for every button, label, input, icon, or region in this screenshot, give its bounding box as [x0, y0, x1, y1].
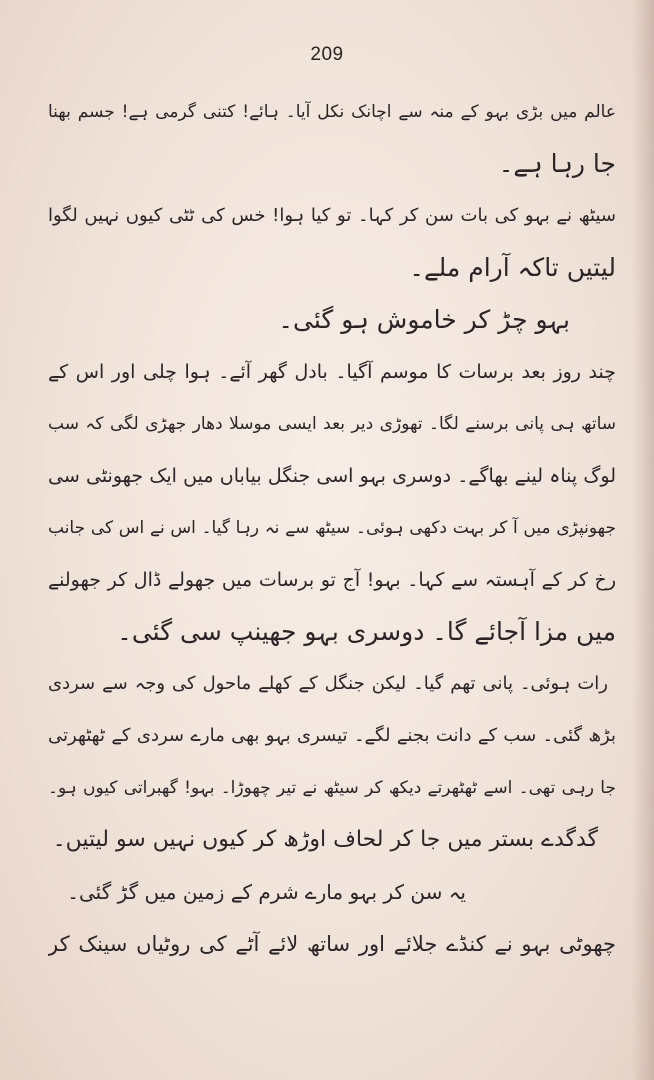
- text-line: یہ سن کر بہو مارے شرم کے زمین میں گڑ گئی۔: [67, 880, 466, 904]
- text-line: چند روز بعد برسات کا موسم آگیا۔ بادل گھر آئے۔ ہوا چلی اور اس کے: [48, 361, 616, 383]
- text-line: لیتیں تاکہ آرام ملے۔: [409, 253, 616, 282]
- text-line: رات ہوئی۔ پانی تھم گیا۔ لیکن جنگل کے کھلے ماحول کی وجہ سے سردی: [48, 673, 608, 694]
- text-line: عالم میں بڑی بہو کے منہ سے اچانک نکل آیا۔ ہائے! کتنی گرمی ہے! جسم بھنا: [48, 102, 616, 122]
- text-line: ساتھ ہی پانی برسنے لگا۔ تھوڑی دیر بعد ایسی موسلا دھار جھڑی لگی کہ سب: [48, 414, 616, 434]
- text-line: رخ کر کے آہستہ سے کہا۔ بہو! آج تو برسات میں جھولے ڈال کر جھولنے: [48, 569, 616, 591]
- text-line: بہو چڑ کر خاموش ہو گئی۔: [278, 305, 570, 334]
- text-line: جھونپڑی میں آ کر بہت دکھی ہوئی۔ سیٹھ سے نہ رہا گیا۔ اس نے اس کی جانب: [48, 518, 616, 538]
- text-line: جا رہا ہے۔: [498, 149, 616, 178]
- text-line: لوگ پناہ لینے بھاگے۔ دوسری بہو اسی جنگل بیاباں میں ایک جھونٹی سی: [48, 465, 616, 487]
- text-line: سیٹھ نے بہو کی بات سن کر کہا۔ تو کیا ہوا! خس کی ٹٹی کیوں نہیں لگوا: [48, 205, 616, 226]
- text-line: چھوٹی بہو نے کنڈے جلائے اور ساتھ لائے آٹے کی روٹیاں سینک کر: [48, 932, 616, 956]
- text-line: گدگدے بستر میں جا کر لحاف اوڑھ کر کیوں نہیں سو لیتیں۔: [52, 827, 598, 852]
- page-number: 209: [310, 44, 344, 65]
- text-line: جا رہی تھی۔ اسے ٹھٹھرتے دیکھ کر سیٹھ نے تیر چھوڑا۔ بہو! گھبراتی کیوں ہو۔: [48, 778, 616, 798]
- text-line: بڑھ گئی۔ سب کے دانت بجنے لگے۔ تیسری بہو بھی مارے سردی کے ٹھٹھرتی: [48, 725, 616, 746]
- urdu-text-block: [48, 86, 616, 970]
- text-line: میں مزا آجائے گا۔ دوسری بہو جھینپ سی گئی۔: [117, 617, 616, 646]
- page-edge-shadow: [632, 0, 654, 1080]
